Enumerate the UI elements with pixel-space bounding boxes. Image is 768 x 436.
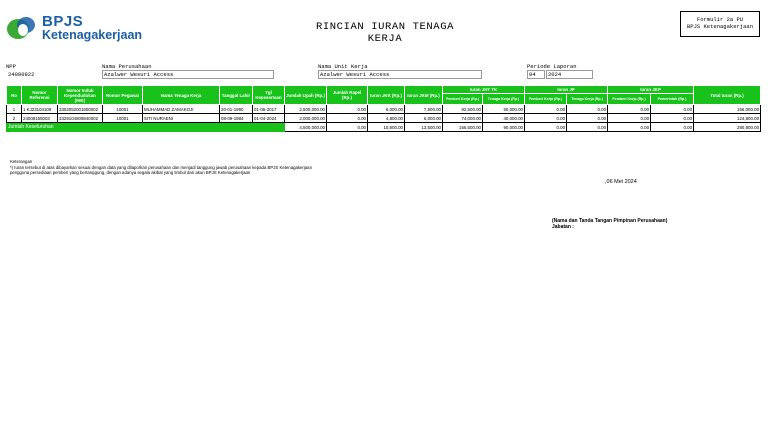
unit-field: Azalwer Wesuri Access: [318, 70, 482, 79]
form-ref-line2: BPJS Ketenagakerjaan: [686, 23, 753, 30]
total-grand: 280,800.00: [694, 123, 761, 132]
company-field: Azalwer Wesuri Access: [102, 70, 274, 79]
col-header-ref: Nomor Referensi: [22, 86, 58, 105]
total-rapel: 0.00: [327, 123, 368, 132]
cell-jht-employer: 74,000.00: [443, 114, 483, 123]
cell-name: MUHAMMAD ZAMAKOJI: [143, 105, 220, 114]
bpjs-logo-icon: [6, 14, 38, 42]
page-title: RINCIAN IURAN TENAGA KERJA: [315, 21, 455, 45]
notes-block: [10, 159, 330, 176]
npp-field: 24090922: [6, 70, 55, 79]
total-jht-worker: 90,000.00: [483, 123, 525, 132]
cell-jkk: 4,800.00: [368, 114, 405, 123]
notes-line1: *) Iuran tersebut di atas dibayarkan sesuai dengan data yang dilaporkan perusahaan dan menjadi tanggung jawab perusahaan kepada BPJS Ketenagakerjaan: [10, 164, 312, 170]
total-jkm: 13,500.00: [405, 123, 443, 132]
col-header-nik: Nomor Induk Kependudukan (NIK): [58, 86, 103, 105]
logo-text-bpjs: BPJS: [42, 13, 84, 30]
col-header-jkp-government: Pemerintah (Rp.): [651, 94, 694, 105]
total-jht-employer: 166,500.00: [443, 123, 483, 132]
table-row: [7, 105, 761, 114]
cell-ref: 1 KJ23104109: [22, 105, 58, 114]
col-header-jkk: Iuran JKK (Rp.): [368, 86, 405, 105]
cell-nik: 3302052001900002: [58, 105, 103, 114]
col-group-jkp: Iuran JKP: [608, 86, 694, 94]
col-header-jkp-employer: Pemberi Kerja (Rp.): [608, 94, 651, 105]
col-group-jht: Iuran JHT TK: [443, 86, 525, 94]
cell-name: SITI NURAENI: [143, 114, 220, 123]
period-year-field: 2024: [546, 70, 593, 79]
total-jp-worker: 0.00: [567, 123, 608, 132]
company-label: Nama Perusahaan: [102, 63, 152, 70]
npp-label: NPP: [6, 63, 16, 70]
cell-jp-employer: 0.00: [525, 105, 567, 114]
form-ref-line1: Formulir 2a PU: [696, 16, 744, 23]
cell-emp-no: 10001: [103, 105, 143, 114]
unit-label: Nama Unit Kerja: [318, 63, 368, 70]
cell-jkm: 6,000.00: [405, 114, 443, 123]
cell-nik: 3329104809840002: [58, 114, 103, 123]
cell-jkp-government: 0.00: [651, 114, 694, 123]
col-header-emp-no: Nomor Pegawai: [103, 86, 143, 105]
cell-jkk: 6,000.00: [368, 105, 405, 114]
col-group-jp: Iuran JP: [525, 86, 608, 94]
cell-jht-worker: 40,000.00: [483, 114, 525, 123]
cell-emp-no: 10001: [103, 114, 143, 123]
cell-wage: 2,500,000.00: [285, 105, 327, 114]
cell-jkp-employer: 0.00: [608, 105, 651, 114]
col-header-dob: Tanggal Lahir: [220, 86, 253, 105]
col-header-jht-employer: Pemberi Kerja (Rp.): [443, 94, 483, 105]
cell-jkm: 7,500.00: [405, 105, 443, 114]
signature-date: ,06 Mei 2024: [605, 179, 637, 185]
total-row: [7, 123, 761, 132]
form-reference-box: [680, 11, 760, 37]
cell-ref: 24008155003: [22, 114, 58, 123]
cell-jht-employer: 92,500.00: [443, 105, 483, 114]
col-header-jp-employer: Pemberi Kerja (Rp.): [525, 94, 567, 105]
cell-rapel: 0.00: [327, 114, 368, 123]
col-header-join: Tgl Kepesertaan: [253, 86, 285, 105]
cell-dob: 20-01-1990: [220, 105, 253, 114]
col-header-no: No: [7, 86, 22, 105]
cell-jp-worker: 0.00: [567, 114, 608, 123]
col-header-wage: Jumlah Upah (Rp.): [285, 86, 327, 105]
cell-jp-employer: 0.00: [525, 114, 567, 123]
total-jkp-government: 0.00: [651, 123, 694, 132]
cell-jp-worker: 0.00: [567, 105, 608, 114]
cell-join: 01-06-2017: [253, 105, 285, 114]
total-jkk: 10,800.00: [368, 123, 405, 132]
cell-jht-worker: 50,000.00: [483, 105, 525, 114]
col-header-jp-worker: Tenaga Kerja (Rp.): [567, 94, 608, 105]
logo-text-ketenagakerjaan: Ketenagakerjaan: [42, 28, 143, 42]
cell-rapel: 0.00: [327, 105, 368, 114]
col-header-total: Total Iuran (Rp.): [694, 86, 761, 105]
signature-block: [552, 218, 667, 230]
cell-total: 156,000.00: [694, 105, 761, 114]
cell-no: 2: [7, 114, 22, 123]
total-jp-employer: 0.00: [525, 123, 567, 132]
signature-name-line: (Nama dan Tanda Tangan Pimpinan Perusahaan): [552, 218, 668, 224]
contribution-table: [6, 85, 761, 132]
period-label: Periode Laporan: [527, 63, 577, 70]
cell-join: 01-04-2024: [253, 114, 285, 123]
cell-total: 124,800.00: [694, 114, 761, 123]
bpjs-logo: [6, 12, 143, 44]
notes-line2: pengguna persediaan pemberi yang bertanggung, dengan adanya segala akibat yang timbul dari akun BPJS Ketenagakerjaan: [10, 170, 251, 175]
cell-jkp-employer: 0.00: [608, 114, 651, 123]
cell-wage: 2,000,000.00: [285, 114, 327, 123]
cell-no: 1: [7, 105, 22, 114]
total-label: Jumlah Keseluruhan: [7, 123, 285, 132]
col-header-rapel: Jumlah Rapel (Rp.): [327, 86, 368, 105]
col-header-jkm: Iuran JKM (Rp.): [405, 86, 443, 105]
table-row: [7, 114, 761, 123]
total-wage: 4,500,000.00: [285, 123, 327, 132]
col-header-name: Nama Tenaga Kerja: [143, 86, 220, 105]
notes-heading: Keterangan: [10, 159, 33, 164]
col-header-jht-worker: Tenaga Kerja (Rp.): [483, 94, 525, 105]
signature-position-line: Jabatan :: [552, 224, 574, 230]
cell-dob: 08-09-1984: [220, 114, 253, 123]
period-month-field: 04: [527, 70, 545, 79]
cell-jkp-government: 0.00: [651, 105, 694, 114]
total-jkp-employer: 0.00: [608, 123, 651, 132]
